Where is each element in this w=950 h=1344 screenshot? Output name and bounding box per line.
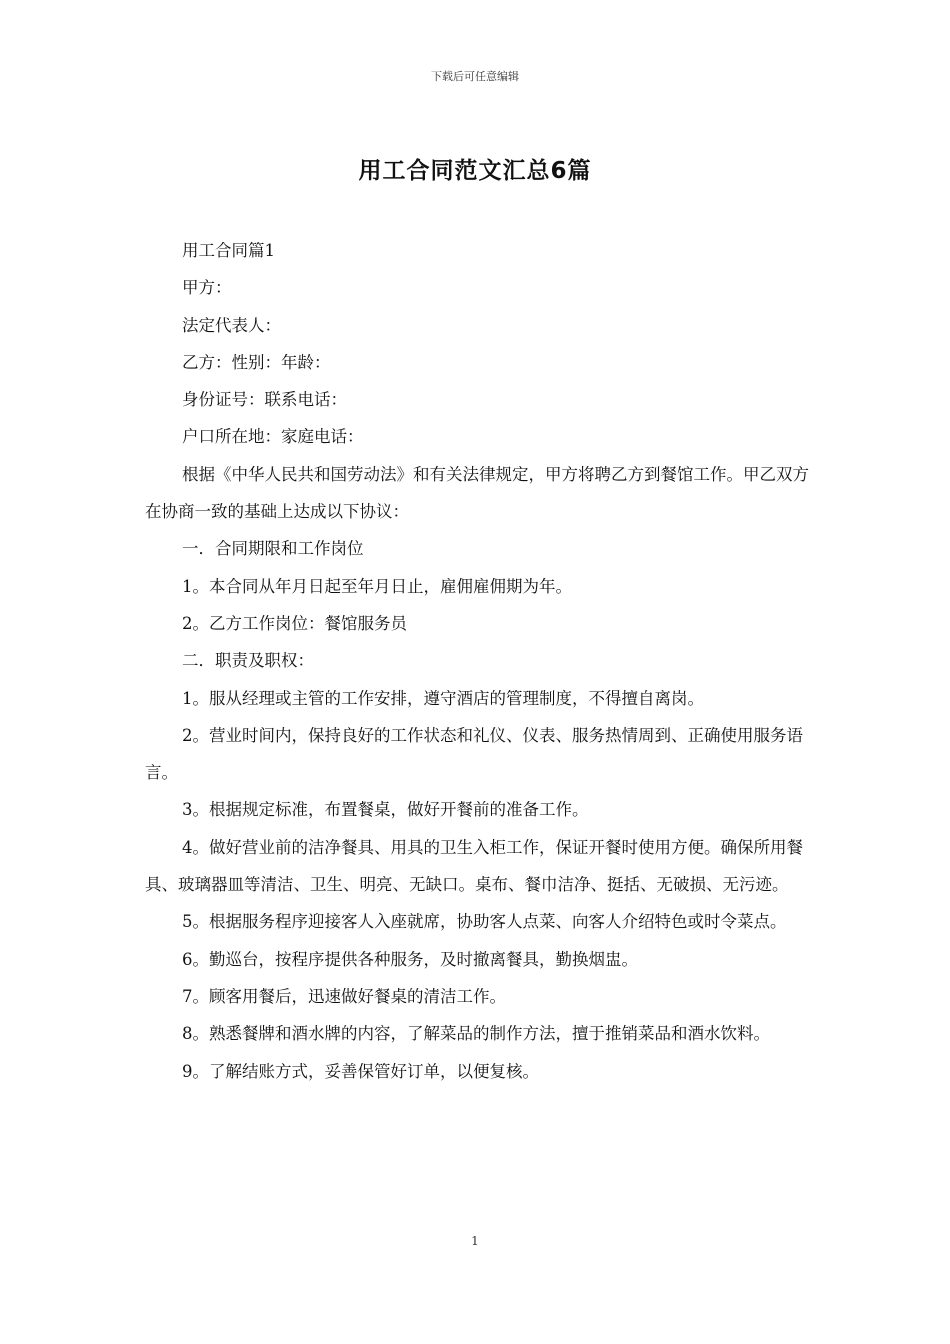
paragraph: 乙方：性别：年龄： <box>182 352 331 372</box>
paragraph: 根据《中华人民共和国劳动法》和有关法律规定，甲方将聘乙方到餐馆工作。甲乙双方在协商一致的基础上达成以下协议： <box>145 464 809 522</box>
document-body <box>145 232 810 1090</box>
page-number: 1 <box>471 1234 479 1248</box>
paragraph: 法定代表人： <box>182 315 281 335</box>
paragraph: 1。本合同从年月日起至年月日止，雇佣雇佣期为年。 <box>182 576 572 596</box>
paragraph: 5。根据服务程序迎接客人入座就席，协助客人点菜、向客人介绍特色或时令菜点。 <box>182 912 787 932</box>
paragraph: 4。做好营业前的洁净餐具、用具的卫生入柜工作，保证开餐时使用方便。确保所用餐具、玻璃器皿等清洁、卫生、明亮、无缺口。桌布、餐巾洁净、挺括、无破损、无污迹。 <box>145 837 803 895</box>
paragraph: 2。乙方工作岗位：餐馆服务员 <box>182 613 407 633</box>
paragraph: 身份证号：联系电话： <box>182 390 347 410</box>
header-note: 下载后可任意编辑 <box>431 70 519 83</box>
paragraph: 1。服从经理或主管的工作安排，遵守酒店的管理制度，不得擅自离岗。 <box>182 688 704 708</box>
paragraph: 2。营业时间内，保持良好的工作状态和礼仪、仪表、服务热情周到、正确使用服务语言。 <box>145 725 803 783</box>
document-title: 用工合同范文汇总6篇 <box>358 158 592 184</box>
paragraph: 7。顾客用餐后，迅速做好餐桌的清洁工作。 <box>182 986 506 1006</box>
paragraph: 用工合同篇1 <box>182 241 275 260</box>
paragraph: 8。熟悉餐牌和酒水牌的内容，了解菜品的制作方法，擅于推销菜品和酒水饮料。 <box>182 1024 770 1044</box>
paragraph: 户口所在地：家庭电话： <box>182 427 364 447</box>
paragraph: 甲方： <box>182 278 232 298</box>
paragraph: 二．职责及职权： <box>182 651 314 671</box>
paragraph: 3。根据规定标准，布置餐桌，做好开餐前的准备工作。 <box>182 800 589 820</box>
paragraph: 9。了解结账方式，妥善保管好订单，以便复核。 <box>182 1061 539 1081</box>
paragraph: 6。勤巡台，按程序提供各种服务，及时撤离餐具，勤换烟盅。 <box>182 949 638 969</box>
paragraph: 一．合同期限和工作岗位 <box>182 539 364 559</box>
